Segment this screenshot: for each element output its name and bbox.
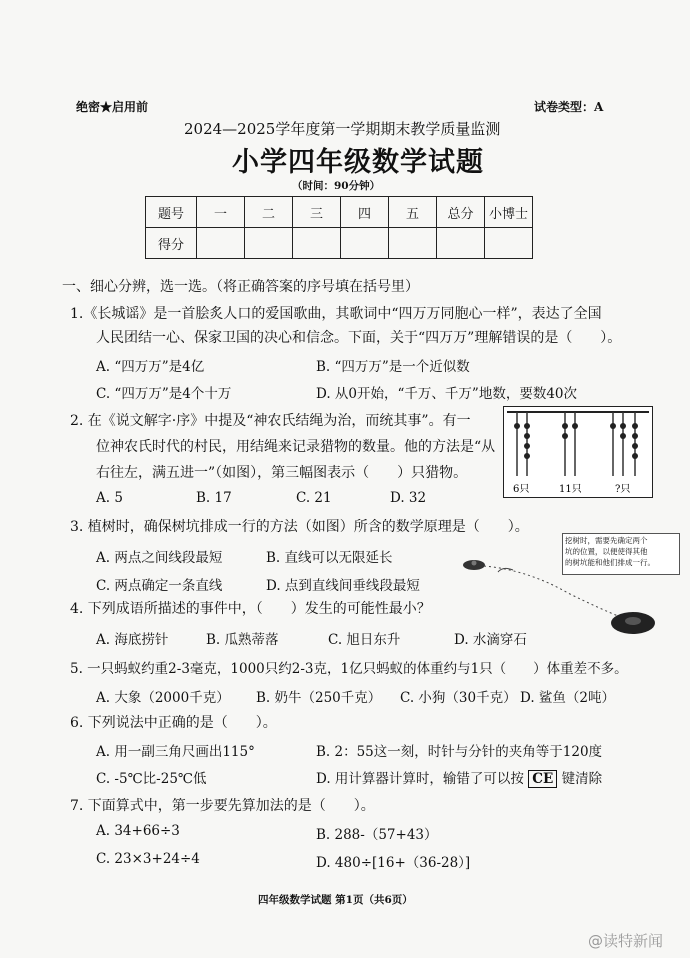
q2-option-b[interactable]: B. 17 [196,490,232,506]
fig-label-1: 6只 [513,484,530,495]
q7-option-b[interactable]: B. 288-（57+43） [316,827,438,843]
tree-pit-note: 挖树时，需要先确定两个 坑的位置，以便使得其他 的树坑能和他们排成一行。 [562,533,680,575]
q5-line1: 5. 一只蚂蚁约重2-3毫克，1000只约2-3克，1亿只蚂蚁的体重约与1只（ ）体重差不多。 [70,661,628,677]
knot-rope-figure [503,406,653,498]
exam-title: 2024—2025学年度第一学期期末教学质量监测 [184,120,501,138]
score-input-cell[interactable] [437,228,485,259]
score-cell: 一 [197,197,245,228]
q1-option-d[interactable]: D. 从0开始，“千万、千万”地数，要数40次 [316,386,577,402]
q4-option-a[interactable]: A. 海底捞针 [96,632,169,648]
q5-option-b[interactable]: B. 奶牛（250千克） [256,690,382,706]
score-input-cell[interactable] [245,228,293,259]
score-table-score-row [146,228,533,259]
score-cell: 小博士 [485,197,533,228]
secret-label: 绝密★启用前 [76,100,149,114]
score-input-cell[interactable] [197,228,245,259]
score-table-header-row [146,197,533,228]
q1-option-a[interactable]: A. “四万万”是4亿 [96,359,205,375]
q7-option-d[interactable]: D. 480÷[16+（36-28）] [316,855,471,871]
q5-option-a[interactable]: A. 大象（2000千克） [96,690,230,706]
score-cell: 二 [245,197,293,228]
q7-line1: 7. 下面算式中，第一步要先算加法的是（ ）。 [70,798,375,814]
q7-option-c[interactable]: C. 23×3+24÷4 [96,851,200,867]
q2-line1: 2. 在《说文解字·序》中提及“神农氏结绳为治，而统其事”。有一 [70,413,471,429]
q2-line3: 右往左，满五进一”（如图），第三幅图表示（ ）只猎物。 [96,465,468,481]
page-number: 四年级数学试题 第1页（共6页） [258,894,413,906]
q1-option-b[interactable]: B. “四万万”是一个近似数 [316,359,470,375]
q3-option-c[interactable]: C. 两点确定一条直线 [96,578,223,594]
q6-option-a[interactable]: A. 用一副三角尺画出115° [96,744,255,760]
q4-option-d[interactable]: D. 水滴穿石 [454,632,527,648]
score-table [145,196,533,259]
alignment-line [484,566,623,618]
fig-label-2: 11只 [559,484,582,495]
score-row-label: 得分 [146,228,197,259]
watermark: @读特新闻 [588,932,664,950]
q4-option-c[interactable]: C. 旭日东升 [328,632,401,648]
section-title: 一、细心分辨，选一选。（将正确答案的序号填在括号里） [62,279,419,295]
q6-line1: 6. 下列说法中正确的是（ ）。 [70,715,277,731]
q2-option-c[interactable]: C. 21 [296,490,332,506]
q6-option-b[interactable]: B. 2：55这一刻，时针与分针的夹角等于120度 [316,744,603,760]
q3-line1: 3. 植树时，确保树坑排成一行的方法（如图）所含的数学原理是（ ）。 [70,519,529,535]
score-cell: 三 [293,197,341,228]
score-cell: 题号 [146,197,197,228]
page-title: 小学四年级数学试题 [232,147,484,178]
q5-option-d[interactable]: D. 鲨鱼（2吨） [520,690,616,706]
q3-option-d[interactable]: D. 点到直线间垂线段最短 [266,578,420,594]
q4-option-b[interactable]: B. 瓜熟蒂落 [206,632,279,648]
ce-key-icon: CE [528,770,557,788]
score-cell: 四 [341,197,389,228]
q1-option-c[interactable]: C. “四万万”是4个十万 [96,386,232,402]
fig-label-3: ?只 [615,484,631,495]
q1-line1: 1.《长城谣》是一首脍炙人口的爱国歌曲，其歌词中“四万万同胞心一样”，表达了全国 [70,306,602,322]
q3-option-b[interactable]: B. 直线可以无限延长 [266,550,393,566]
q6-option-d[interactable]: D. 用计算器计算时，输错了可以按 CE 键清除 [316,771,603,787]
q3-option-a[interactable]: A. 两点之间线段最短 [96,550,223,566]
score-input-cell[interactable] [485,228,533,259]
q2-option-d[interactable]: D. 32 [390,490,427,506]
score-input-cell[interactable] [293,228,341,259]
q2-line2: 位神农氏时代的村民，用结绳来记录猎物的数量。他的方法是“从 [96,439,496,455]
paper-type-label: 试卷类型：A [534,100,604,114]
q1-line2: 人民团结一心、保家卫国的决心和信念。下面，关于“四万万”理解错误的是（ ）。 [96,330,622,346]
q2-option-a[interactable]: A. 5 [96,490,123,506]
q6-option-c[interactable]: C. -5℃比-25℃低 [96,771,207,787]
time-label: （时间：90分钟） [292,180,381,192]
q7-option-a[interactable]: A. 34+66÷3 [96,823,180,839]
score-cell: 总分 [437,197,485,228]
score-input-cell[interactable] [389,228,437,259]
q4-line1: 4. 下列成语所描述的事件中，（ ）发生的可能性最小？ [70,601,431,617]
q5-option-c[interactable]: C. 小狗（30千克） [400,690,517,706]
score-cell: 五 [389,197,437,228]
score-input-cell[interactable] [341,228,389,259]
